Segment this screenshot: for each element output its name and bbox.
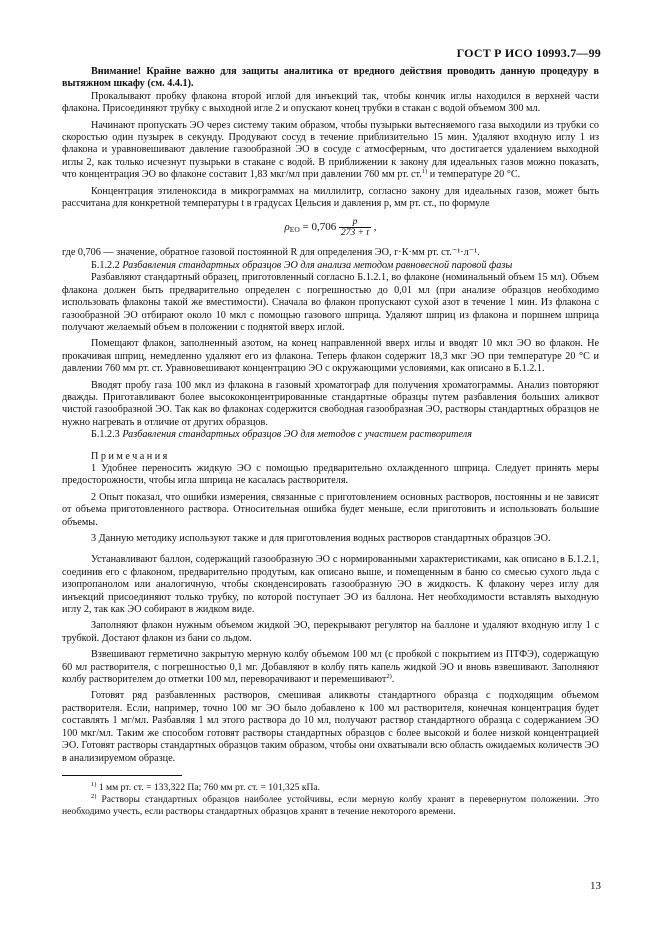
standard-header: ГОСТ Р ИСО 10993.7—99 xyxy=(456,46,601,60)
formula-denominator: 273 + t xyxy=(340,228,370,239)
footnote-mark: 1) xyxy=(91,780,97,788)
footnote xyxy=(62,782,599,794)
paragraph xyxy=(62,649,599,686)
paragraph xyxy=(62,120,599,182)
footnote xyxy=(62,794,599,818)
paragraph-text: Начинают пропускать ЭО через систему таким образом, чтобы пузырьки вытесняемого газа выходили из трубки со скоростью один пузырек в секунду. Продувают сосуд в течение приблизительно 15 мин. Удаляют входную иглу 1 из флакона и уравновешивают давление газообразной ЭО в сосуде с атмосферным, что достигается удалением выходной иглы 2, как только исчезнут пузырьки в стакане с водой. В приближении к закону для идеальных газов можно показать, что концентрация ЭО во флаконе составит 1,83 мкг/мл при давлении 760 мм рт. ст. xyxy=(62,119,599,181)
paragraph: где 0,706 — значение, обратное газовой постоянной R для определения ЭО, г·К·мм рт. ст.⁻¹·л⁻¹. xyxy=(62,247,480,259)
paragraph: Устанавливают баллон, содержащий газообразную ЭО с нормированными характеристиками, как описано в Б.1.2.1, соединив его с флаконом, предварительно продутым, как описано выше, и помещенным в баню со смесью сухого льда с изопропанолом или аналогичную, чтобы сконденсировать газообразную ЭО в жидкость. К флакону через иглу для инъекций присоединяют только трубку, по которой поступает ЭО из баллона. Нет необходимости вставлять выходную иглу 2, так как ЭО собирают в жидком виде. xyxy=(62,554,599,616)
formula-lhs: ρ xyxy=(284,221,290,234)
footnote-ref: 2) xyxy=(386,673,392,681)
paragraph: Концентрация этиленоксида в микрограммах на миллилитр, согласно закону для идеальных газов, может быть рассчитана для конкретной температуры t в градусах Цельсия и давления p, мм рт. ст., по формуле xyxy=(62,185,599,210)
formula-lhs-sub: EO xyxy=(289,225,300,235)
paragraph: Помещают флакон, заполненный азотом, на конец направленной вверх иглы и вводят 10 мкл ЭО во флакон. Не прокачивая шприц, немедленно удаляют его из флакона. Теперь флакон содержит 18,3 мкг ЭО при температуре 20 °С и давлении 760 мм рт. ст. Уравновешивают концентрацию ЭО с окружающими условиями, как описано в Б.1.2.1. xyxy=(62,338,599,375)
section-title: Разбавления стандартных образцов ЭО для анализа методом равновесной паровой фазы xyxy=(122,259,513,271)
paragraph-text: Взвешивают герметично закрытую мерную колбу объемом 100 мл (с пробкой с покрытием из ПТФЭ), содержащую 60 мл растворителя, с погрешностью 0,1 мг. Добавляют в колбу пять капель жидкой ЭО и вновь взвешивают. Заполняют колбу растворителем до отметки 100 мл, переворачивают и перемешивают xyxy=(62,649,599,686)
note-item: 3 Данную методику используют также и для приготовления водных растворов стандартных образцов ЭО. xyxy=(91,533,551,544)
footnote-mark: 2) xyxy=(91,792,97,800)
warning-paragraph: Внимание! Крайне важно для защиты аналитика от вредного действия проводить данную процедуру в вытяжном шкафу (см. 4.4.1). xyxy=(62,66,599,90)
note-item: 1 Удобнее переносить жидкую ЭО с помощью предварительно охлажденного шприца. Следует принять меры предосторожности, чтобы игла шприца не касалась растворителя. xyxy=(62,462,599,487)
formula-coef: = 0,706 xyxy=(299,221,339,234)
paragraph: Готовят ряд разбавленных растворов, смешивая аликвоты стандартного образца с подходящим объемом растворителя. Если, например, точно 100 мг ЭО было добавлено к 100 мл растворителя, конечная концентрация будет составлять 1 мг/мл. Разбавляя 1 мл этого раствора до 10 мл, получают раствор стандартного образца с содержанием ЭО 100 мкг/мл. Таким же способом готовят растворы стандартных образцов с более высокой и более низкой концентрацией ЭО. Готовят растворы стандартных образцов таким образом, чтобы они охватывали всю область ожидаемых количеств ЭО в анализируемом образце. xyxy=(62,690,599,764)
note-item: 2 Опыт показал, что ошибки измерения, связанные с приготовлением основных растворов, постоянны и не зависят от объема приготовленного раствора. Относительная ошибка будет меньше, если приготовить и использовать большие объемы. xyxy=(62,491,599,528)
concentration-formula xyxy=(62,217,599,241)
paragraph: Вводят пробу газа 100 мкл из флакона в газовый хроматограф для получения хроматограммы. Анализ повторяют дважды. Приготавливают более высококонцентрированные стандартные образцы путем разбавления больших аликвот чистой газообразной ЭО. Так как во флаконах содержится свободная газообразная ЭО, растворы стандартных образцов не нужно нагревать в отличие от других образцов. xyxy=(62,379,599,428)
formula-numerator: p xyxy=(339,217,371,228)
section-number: Б.1.2.3 xyxy=(91,429,120,441)
footnote-text: Растворы стандартных образцов наиболее устойчивы, если мерную колбу хранят в перевернутом положении. Это необходимо учесть, если растворы стандартных образцов хранят в течение некоторого времени. xyxy=(62,793,599,817)
footnote-text: 1 мм рт. ст. = 133,322 Па; 760 мм рт. ст. = 101,325 кПа. xyxy=(96,781,321,793)
section-heading-b123 xyxy=(62,429,599,441)
notes-title: Примечания xyxy=(91,450,170,462)
section-title: Разбавления стандартных образцов ЭО для методов с участием растворителя xyxy=(122,429,472,441)
formula-tail: , xyxy=(371,221,377,234)
paragraph-text: . xyxy=(391,674,395,686)
document-body xyxy=(62,66,599,818)
section-number: Б.1.2.2 xyxy=(91,259,120,271)
footnote-ref: 1) xyxy=(421,168,428,176)
paragraph: Заполняют флакон нужным объемом жидкой ЭО, перекрывают регулятор на баллоне и удаляют входную иглу 1 с трубкой. Достают флакон из бани со льдом. xyxy=(62,620,599,644)
section-heading-b122 xyxy=(62,260,599,272)
paragraph: Разбавляют стандартный образец, приготовленный согласно Б.1.2.1, во флаконе (номинальный объем 15 мл). Объем флакона должен быть предварительно определен с погрешностью до 0,01 мл (при анализе образцов необходимо использовать флаконы такой же вместимости). Сначала во флакон пропускают сухой азот в течение 1 мин. Из флакона с газообразной ЭО отбирают около 10 мкл с помощью газового шприца. Удаляют шприц из флакона и поршнем шприца получают желаемый объем в положении с поднятой вверх иглой. xyxy=(62,272,599,333)
footnote-divider xyxy=(62,775,182,776)
page-number: 13 xyxy=(590,880,601,892)
paragraph-text: и температуре 20 °С. xyxy=(427,169,521,181)
paragraph: Прокалывают пробку флакона второй иглой для инъекций так, чтобы кончик иглы находился в верхней части флакона. Присоединяют трубку с выходной иглe 2 и опускают конец трубки в стакан с водой объемом 300 мл. xyxy=(62,90,599,115)
formula-fraction xyxy=(339,217,371,238)
